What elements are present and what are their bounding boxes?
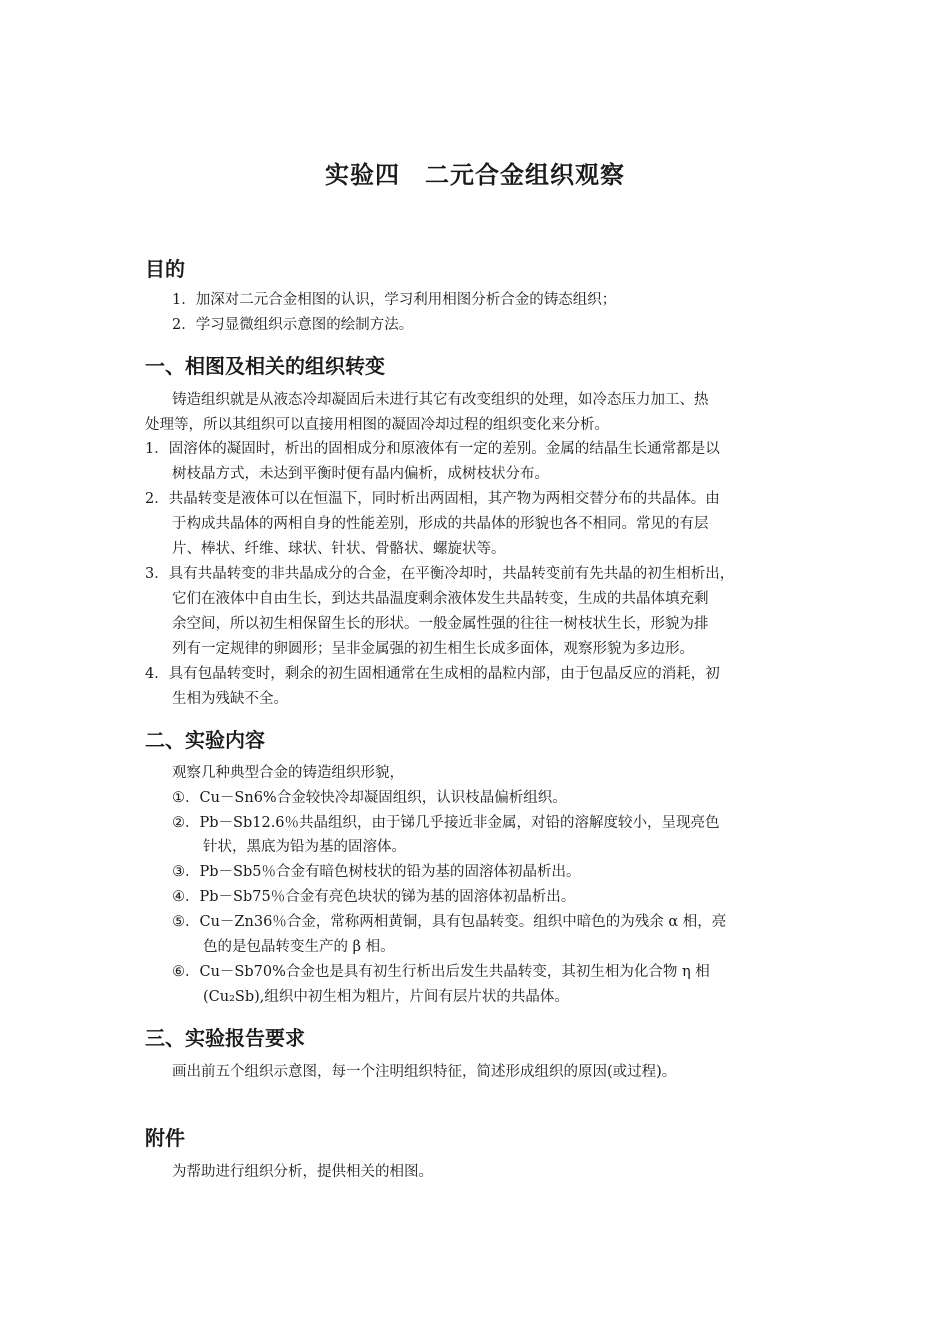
section2-intro: 观察几种典型合金的铸造组织形貌，: [172, 765, 404, 781]
section1-heading: 一、相图及相关的组织转变: [145, 354, 385, 378]
section2-item-line: ⑥．Cu－Sb70%合金也是具有初生行析出后发生共晶转变，其初生相为化合物 η 相: [172, 964, 710, 980]
section1-item-line: 于构成共晶体的两相自身的性能差别，形成的共晶体的形貌也各不相同。常见的有层: [172, 516, 709, 532]
section3-text: 画出前五个组织示意图，每一个注明组织特征，简述形成组织的原因(或过程)。: [172, 1064, 677, 1080]
section1-item-line: 列有一定规律的卵圆形；呈非金属强的初生相生长成多面体，观察形貌为多边形。: [172, 641, 694, 657]
section1-item-line: 树枝晶方式，未达到平衡时便有晶内偏析，成树枝状分布。: [172, 466, 549, 482]
purpose-item: 1．加深对二元合金相图的认识，学习利用相图分析合金的铸态组织；: [172, 292, 617, 308]
section2-item-line: ②．Pb－Sb12.6％共晶组织，由于锑几乎接近非金属，对铅的溶解度较小，呈现亮色: [172, 815, 720, 831]
section1-item-line: 3．具有共晶转变的非共晶成分的合金，在平衡冷却时，共晶转变前有先共晶的初生相析出，: [145, 566, 735, 582]
section2-item-line: ④．Pb－Sb75％合金有亮色块状的锑为基的固溶体初晶析出。: [172, 889, 576, 905]
section1-item-line: 它们在液体中自由生长，到达共晶温度剩余液体发生共晶转变，生成的共晶体填充剩: [172, 591, 709, 607]
page-title: 实验四 二元合金组织观察: [325, 161, 625, 189]
section3-heading: 三、实验报告要求: [145, 1026, 305, 1050]
section2-heading: 二、实验内容: [145, 728, 265, 752]
section1-intro-line: 铸造组织就是从液态冷却凝固后未进行其它有改变组织的处理，如冷态压力加工、热: [172, 392, 709, 408]
section1-item-line: 余空间，所以初生相保留生长的形状。一般金属性强的往往一树枝状生长，形貌为排: [172, 616, 709, 632]
section1-item-line: 片、棒状、纤维、球状、针状、骨骼状、螺旋状等。: [172, 541, 506, 557]
section1-item-line: 1．固溶体的凝固时，析出的固相成分和原液体有一定的差别。金属的结晶生长通常都是以: [145, 441, 720, 457]
section1-item-line: 生相为残缺不全。: [172, 691, 288, 707]
section1-item-line: 2．共晶转变是液体可以在恒温下，同时析出两固相，其产物为两相交替分布的共晶体。由: [145, 491, 720, 507]
section2-item-line: 针状，黑底为铅为基的固溶体。: [203, 839, 406, 855]
section2-item-line: ①．Cu－Sn6%合金较快冷却凝固组织，认识枝晶偏析组织。: [172, 790, 567, 806]
section1-item-line: 4．具有包晶转变时，剩余的初生固相通常在生成相的晶粒内部，由于包晶反应的消耗，初: [145, 666, 720, 682]
section1-intro-line: 处理等，所以其组织可以直接用相图的凝固冷却过程的组织变化来分析。: [145, 417, 609, 433]
appendix-text: 为帮助进行组织分析，提供相关的相图。: [172, 1164, 433, 1180]
section2-item-line: ⑤．Cu－Zn36％合金，常称两相黄铜，具有包晶转变。组织中暗色的为残余 α 相，亮: [172, 914, 727, 930]
section2-item-line: 色的是包晶转变生产的 β 相。: [203, 939, 395, 955]
section2-item-line: (Cu₂Sb),组织中初生相为粗片，片间有层片状的共晶体。: [203, 989, 569, 1005]
purpose-item: 2．学习显微组织示意图的绘制方法。: [172, 317, 414, 333]
section2-item-line: ③．Pb－Sb5％合金有暗色树枝状的铅为基的固溶体初晶析出。: [172, 864, 581, 880]
appendix-heading: 附件: [145, 1126, 185, 1150]
purpose-heading: 目的: [145, 257, 185, 281]
